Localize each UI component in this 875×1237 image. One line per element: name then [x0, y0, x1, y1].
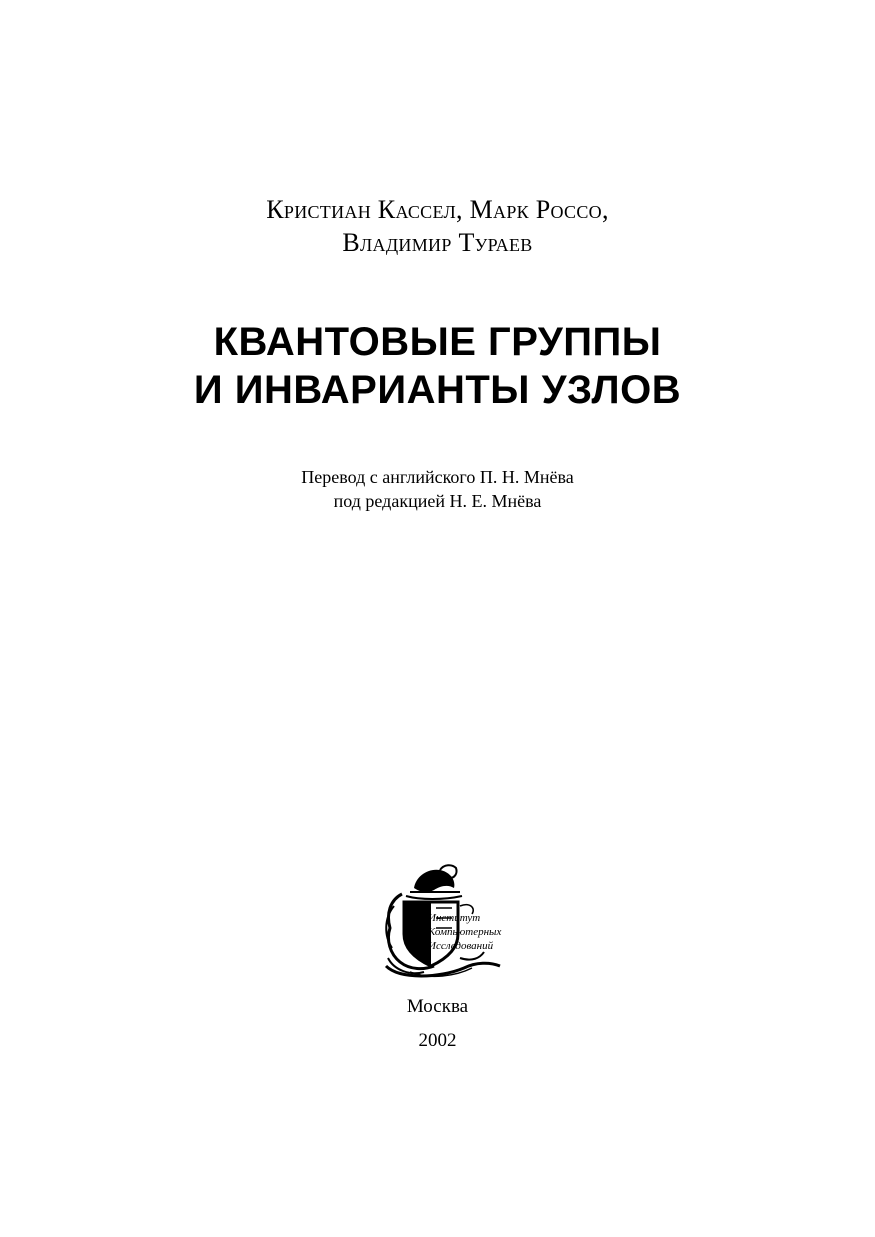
- publication-year: 2002: [418, 1030, 457, 1051]
- publisher-line-2: Компьютерных: [428, 926, 502, 938]
- translation-line-2: под редакцией Н. Е. Мнёва: [333, 491, 542, 511]
- authors-block: [0, 193, 875, 259]
- publication-city: Москва: [406, 996, 469, 1017]
- publisher-name: [428, 911, 501, 953]
- authors-line-1: Кристиан Кассел, Марк Россо,: [266, 195, 609, 224]
- book-title-line-1: КВАНТОВЫЕ ГРУППЫ: [213, 320, 662, 364]
- book-title: [0, 318, 875, 414]
- publisher-line-1: Институт: [428, 912, 481, 924]
- publisher-line-3: Исследований: [428, 940, 494, 952]
- authors-line-2: Владимир Тураев: [342, 228, 533, 257]
- translation-line-1: Перевод с английского П. Н. Мнёва: [301, 467, 574, 487]
- translation-credits: [0, 465, 875, 513]
- book-title-line-2: И ИНВАРИАНТЫ УЗЛОВ: [193, 368, 682, 412]
